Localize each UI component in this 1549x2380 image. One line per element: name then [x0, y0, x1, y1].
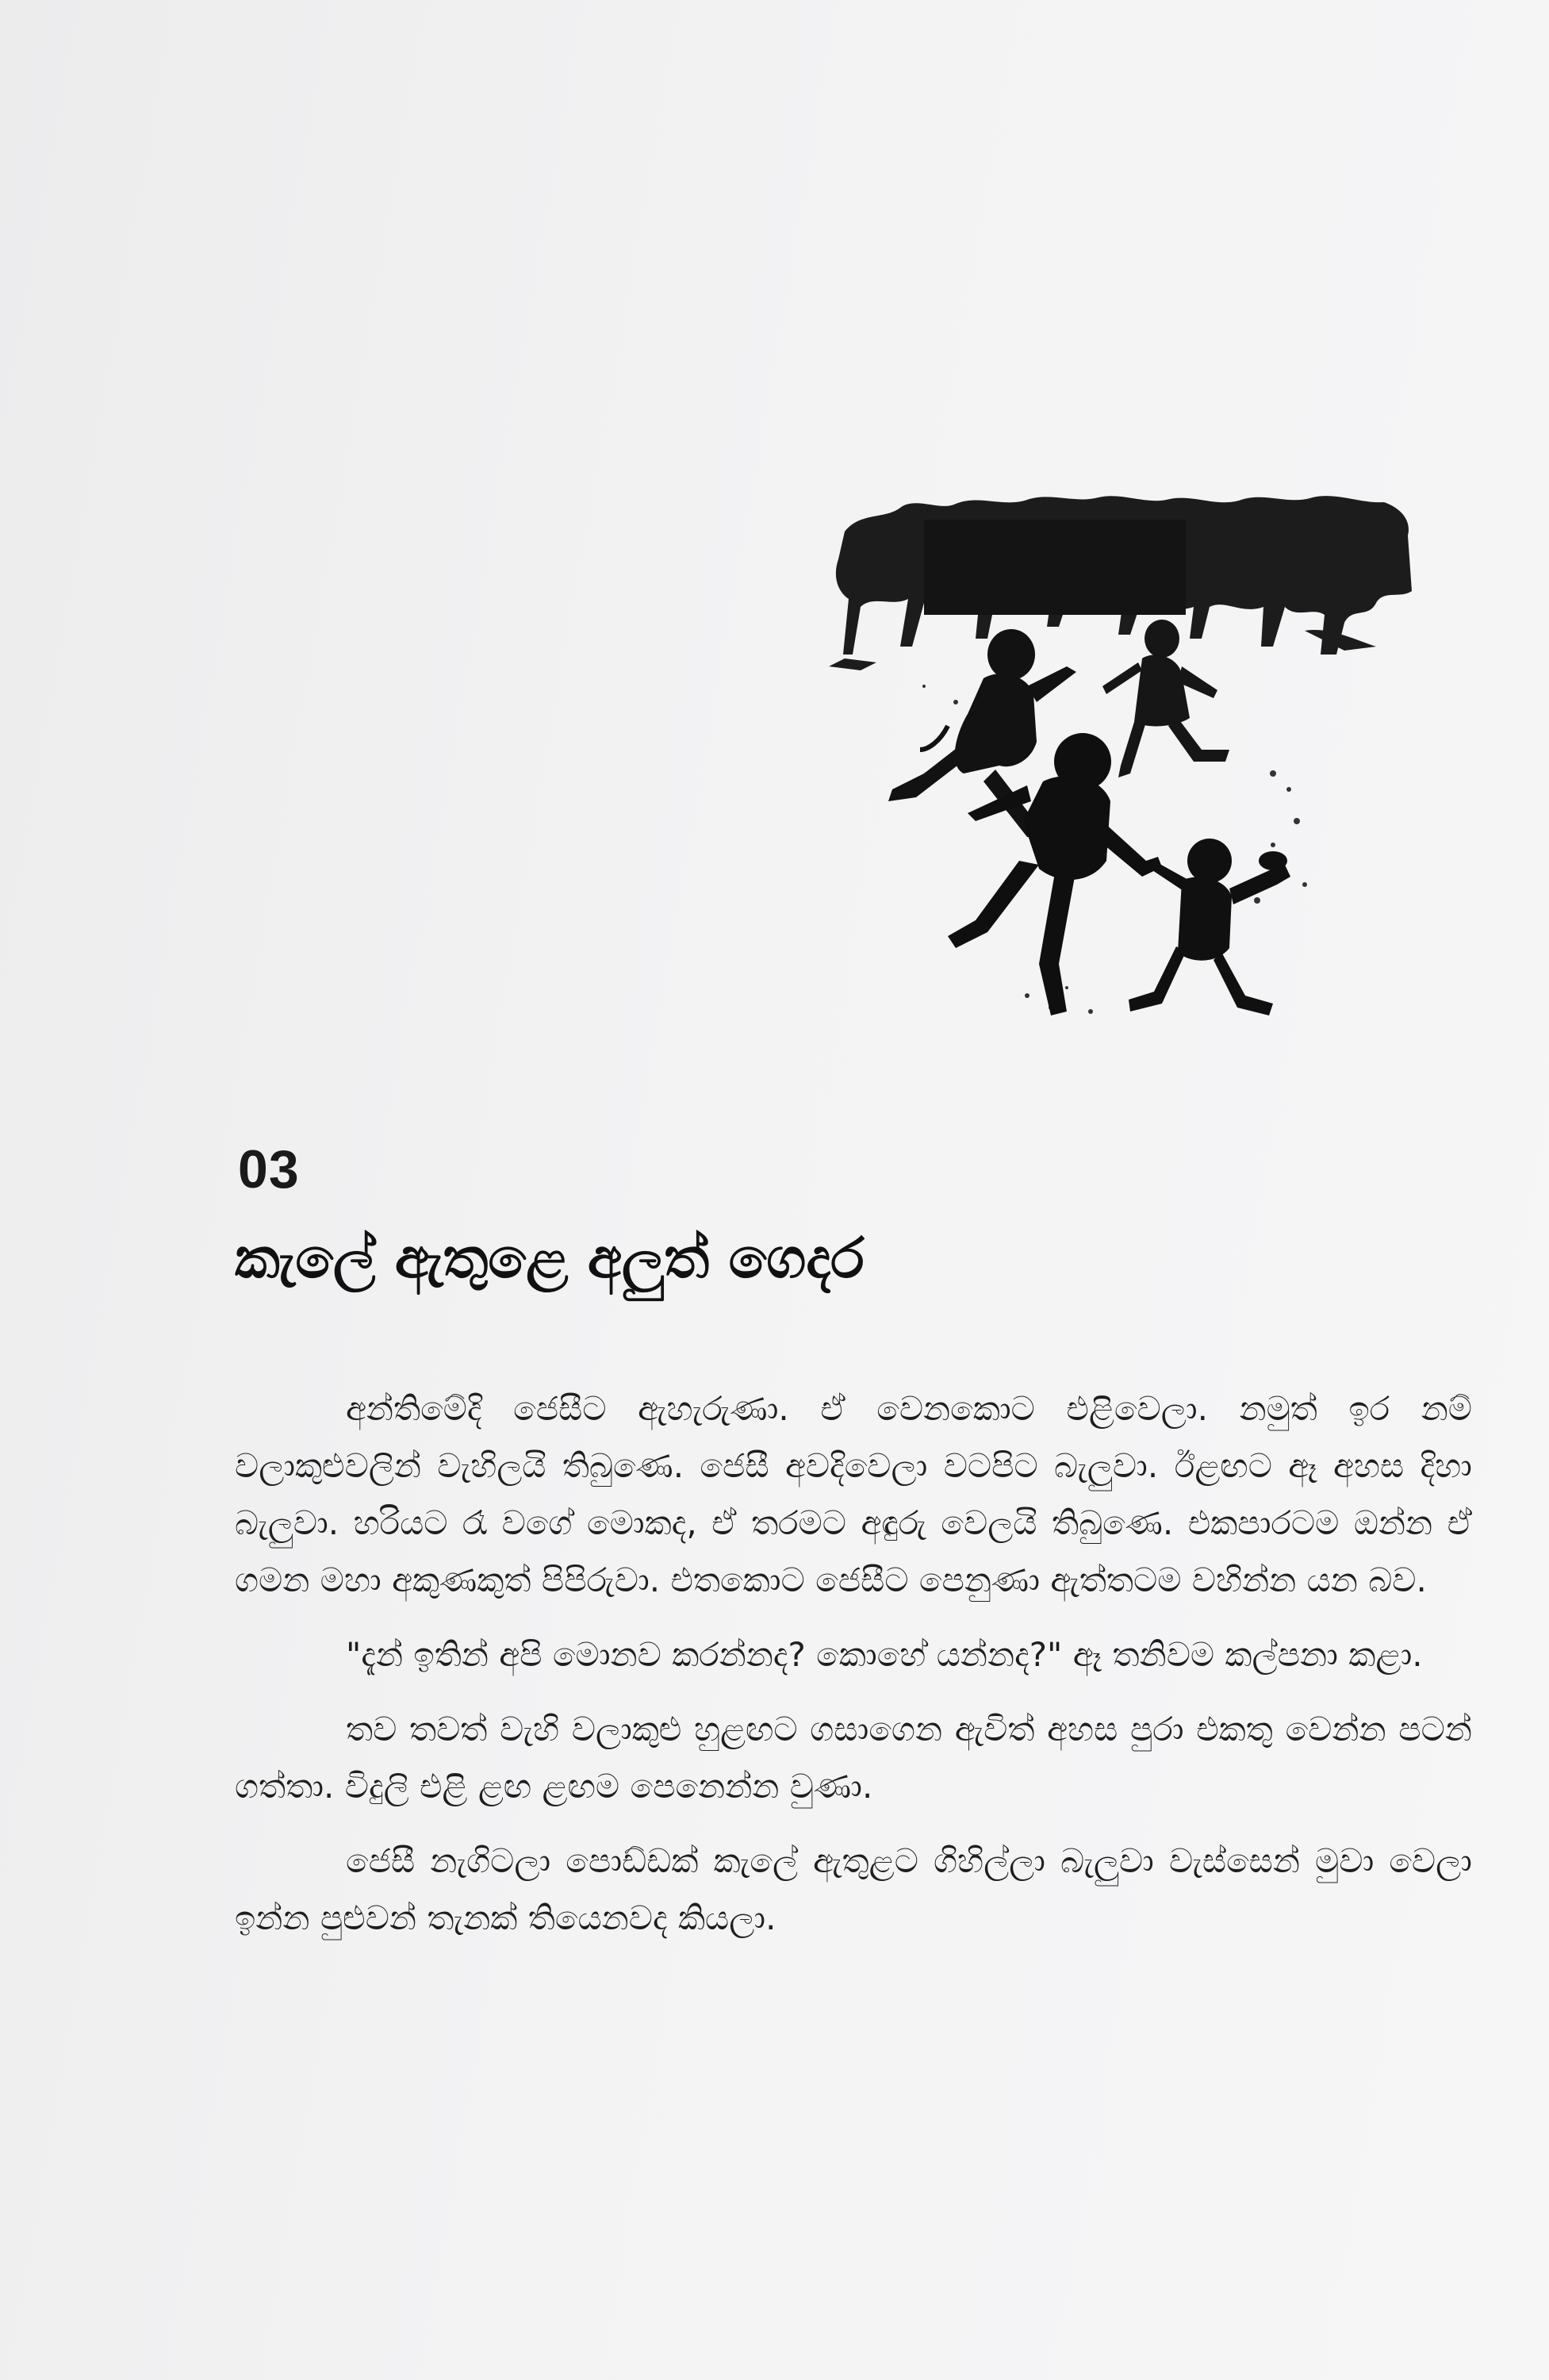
children-running-illustration: [829, 488, 1416, 1059]
paragraph: තව තවත් වැහි වලාකුළු හුළඟට ගසාගෙන ඇවිත් අහස පුරා එකතු වෙන්න පටන් ගත්තා. විදුලි එළි ළඟ ළඟම පෙනෙන්න වුණා.: [235, 1710, 1472, 1806]
children-running-silhouette-icon: [829, 488, 1416, 1059]
chapter-title: කැලේ ඇතුළෙ අලුත් ගෙදර: [235, 1226, 865, 1291]
chapter-body: [235, 1380, 1472, 1964]
chapter-number: 03: [238, 1139, 300, 1200]
paragraph: අන්තිමේදි ජෙසීට ඇහැරුණා. ඒ වෙනකොට එළිවෙලා. නමුත් ඉර නම් වලාකුළුවලින් වැහිලයි තිබුණෙ. ජෙසී අවදිවෙලා වටපිට බැලුවා. ඊළඟට ඈ අහස දිහා බැලුවා. හරියට රෑ වගේ මොකද, ඒ තරමට අඳුරු වෙලයි තිබුණෙ. එකපාරටම ඔන්න ඒ ගමන මහා අකුණකුත් පිපිරුවා. එතකොට ජෙසීට පෙනුණා ඇත්තටම වහින්න යන බව.: [235, 1389, 1472, 1599]
paragraph: "දැන් ඉතින් අපි මොනව කරන්නද? කොහේ යන්නද?" ඈ තනිවම කල්පනා කළා.: [346, 1635, 1423, 1674]
paragraph: ජෙසී නැගිටලා පොඩ්ඩක් කැලේ ඇතුළට ගිහිල්ලා බැලුවා වැස්සෙන් මුවා වෙලා ඉන්න පුළුවන් තැනක් තියෙනවද කියලා.: [235, 1841, 1472, 1937]
